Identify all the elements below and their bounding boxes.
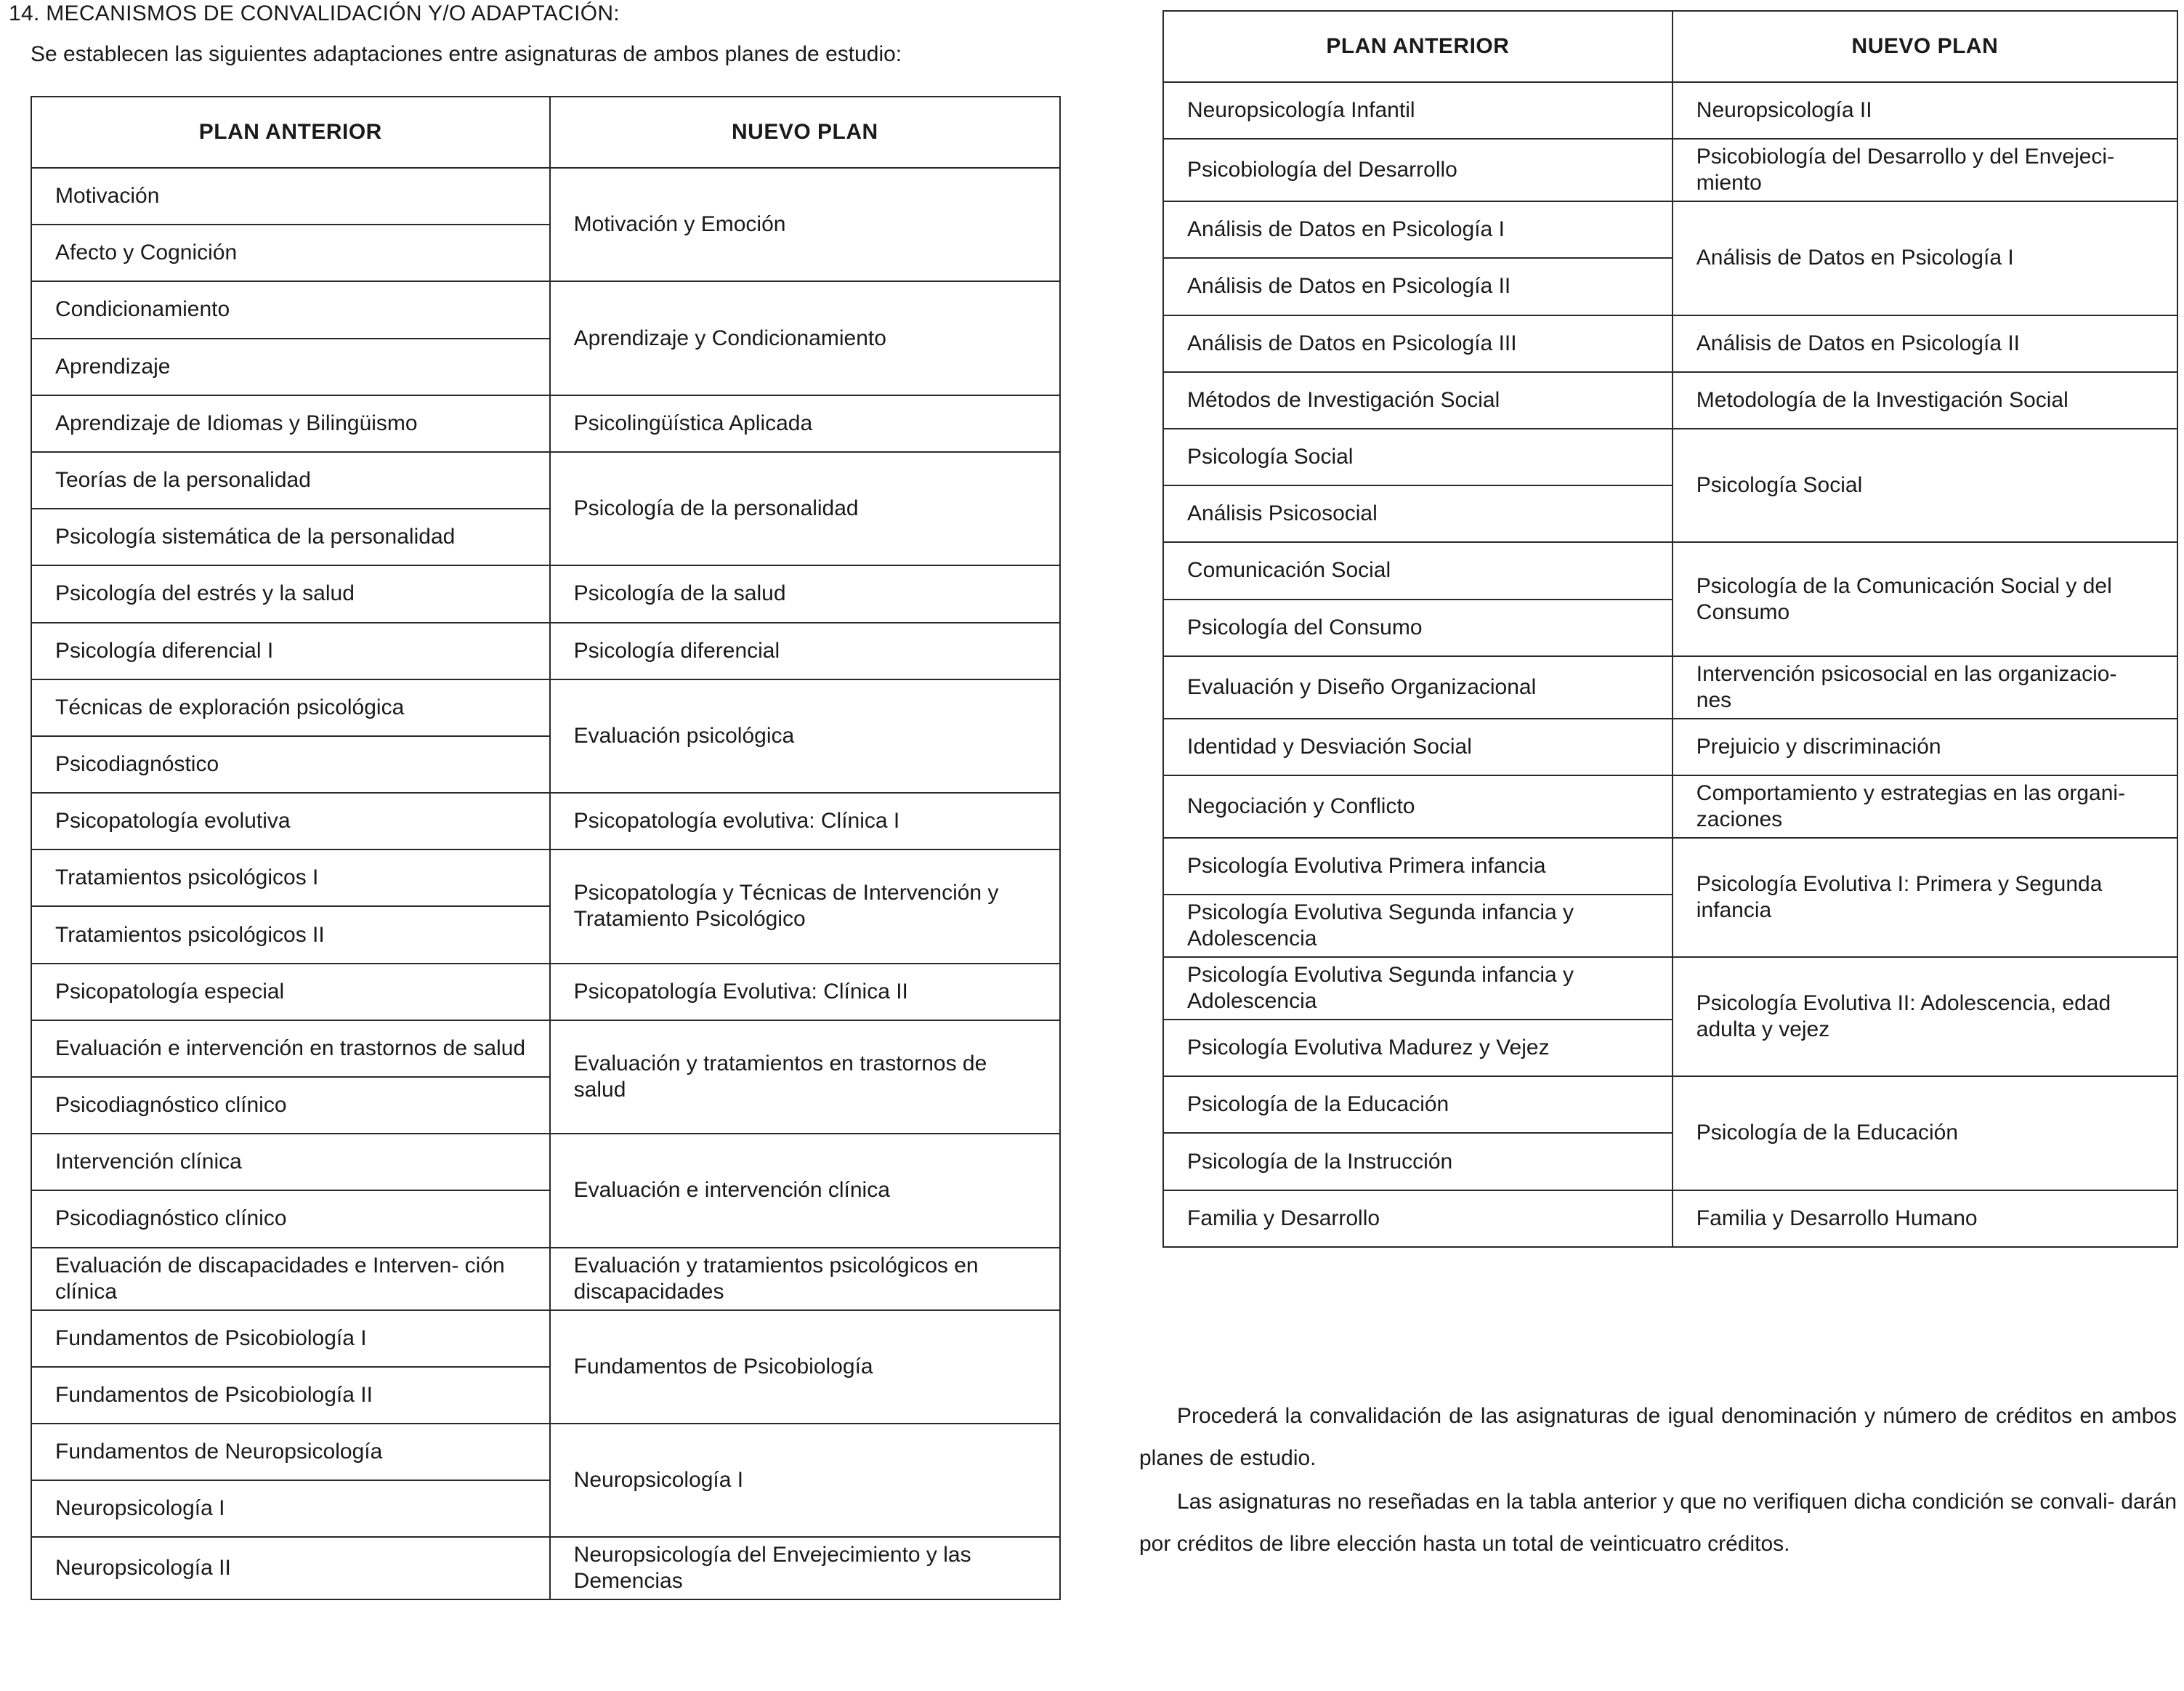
new-plan-subject: Psicología de la Educación [1673, 1076, 2177, 1190]
old-plan-subject: Motivación [31, 168, 550, 225]
old-plan-subject: Evaluación y Diseño Organizacional [1163, 656, 1673, 719]
table-row [1163, 719, 2177, 775]
table-row [31, 281, 1060, 338]
old-plan-subject: Psicopatología evolutiva [31, 793, 550, 849]
old-plan-subject: Fundamentos de Psicobiología II [31, 1367, 550, 1424]
table-row [31, 565, 1060, 622]
table-row [31, 168, 1060, 225]
old-plan-subject: Aprendizaje de Idiomas y Bilingüismo [31, 395, 550, 452]
table-row [31, 1134, 1060, 1190]
old-plan-subject: Comunicación Social [1163, 542, 1673, 599]
table-row [1163, 82, 2177, 139]
left-table-body [31, 168, 1060, 1599]
old-plan-subject: Análisis de Datos en Psicología I [1163, 201, 1673, 258]
new-plan-subject: Neuropsicología del Envejecimiento y las Demencias [550, 1537, 1060, 1599]
paragraph-convalidation: Procederá la convalidación de las asignaturas de igual denominación y número de créditos en ambos planes de estudio. [1139, 1404, 2177, 1470]
new-plan-subject: Evaluación y tratamientos en trastornos de salud [550, 1020, 1060, 1134]
old-plan-subject: Afecto y Cognición [31, 225, 550, 281]
new-plan-subject: Psicopatología y Técnicas de Intervención y Tratamiento Psicológico [550, 849, 1060, 963]
old-plan-subject: Familia y Desarrollo [1163, 1190, 1673, 1247]
table-row [1163, 429, 2177, 485]
old-plan-subject: Teorías de la personalidad [31, 452, 550, 509]
new-plan-subject: Análisis de Datos en Psicología I [1673, 201, 2177, 315]
table-row [31, 452, 1060, 509]
old-plan-subject: Psicología Social [1163, 429, 1673, 485]
new-plan-subject: Psicobiología del Desarrollo y del Envejeci- miento [1673, 139, 2177, 201]
old-plan-subject: Psicología del Consumo [1163, 600, 1673, 656]
new-plan-subject: Psicología diferencial [550, 623, 1060, 679]
table-row [1163, 838, 2177, 895]
old-plan-subject: Psicopatología especial [31, 964, 550, 1020]
table-row [31, 395, 1060, 452]
new-plan-subject: Psicopatología evolutiva: Clínica I [550, 793, 1060, 849]
old-plan-subject: Análisis de Datos en Psicología II [1163, 258, 1673, 315]
table-row [31, 849, 1060, 906]
new-plan-subject: Psicología de la salud [550, 565, 1060, 622]
table-row [1163, 542, 2177, 599]
table-row [1163, 656, 2177, 719]
new-plan-subject: Psicología Social [1673, 429, 2177, 542]
table-row [1163, 1190, 2177, 1247]
old-plan-subject: Psicología Evolutiva Segunda infancia y Adolescencia [1163, 957, 1673, 1020]
left-adaptation-table [31, 96, 1061, 1600]
old-plan-subject: Condicionamiento [31, 281, 550, 338]
section-heading: 14. MECANISMOS DE CONVALIDACIÓN Y/O ADAPTACIÓN: [9, 1, 620, 25]
new-plan-subject: Prejuicio y discriminación [1673, 719, 2177, 775]
new-plan-subject: Aprendizaje y Condicionamiento [550, 281, 1060, 395]
old-plan-subject: Fundamentos de Neuropsicología [31, 1424, 550, 1480]
table-row [31, 964, 1060, 1020]
new-plan-subject: Motivación y Emoción [550, 168, 1060, 281]
old-plan-subject: Aprendizaje [31, 339, 550, 395]
old-plan-subject: Psicología del estrés y la salud [31, 565, 550, 622]
old-plan-subject: Psicodiagnóstico clínico [31, 1077, 550, 1134]
header-old-plan: PLAN ANTERIOR [31, 97, 550, 168]
table-row [31, 1424, 1060, 1480]
old-plan-subject: Psicobiología del Desarrollo [1163, 139, 1673, 201]
old-plan-subject: Psicología de la Educación [1163, 1076, 1673, 1133]
old-plan-subject: Neuropsicología II [31, 1537, 550, 1599]
paragraph-free-credits: Las asignaturas no reseñadas en la tabla anterior y que no verifiquen dicha condición se convali- darán por créditos de libre elección hasta un total de veinticuatro créditos. [1139, 1490, 2177, 1556]
old-plan-subject: Psicología diferencial I [31, 623, 550, 679]
table-row [1163, 139, 2177, 201]
right-adaptation-table [1162, 10, 2178, 1248]
old-plan-subject: Psicodiagnóstico [31, 736, 550, 793]
table-header-row [31, 97, 1060, 168]
new-plan-subject: Psicología de la personalidad [550, 452, 1060, 565]
new-plan-subject: Neuropsicología I [550, 1424, 1060, 1537]
new-plan-subject: Análisis de Datos en Psicología II [1673, 315, 2177, 372]
new-plan-subject: Neuropsicología II [1673, 82, 2177, 139]
old-plan-subject: Intervención clínica [31, 1134, 550, 1190]
old-plan-subject: Psicología Evolutiva Madurez y Vejez [1163, 1020, 1673, 1076]
table-row [31, 1248, 1060, 1310]
old-plan-subject: Psicología Evolutiva Segunda infancia y Adolescencia [1163, 895, 1673, 957]
new-plan-subject: Evaluación e intervención clínica [550, 1134, 1060, 1247]
table-row [31, 1020, 1060, 1077]
header-new-plan: NUEVO PLAN [1673, 11, 2177, 82]
table-row [1163, 957, 2177, 1020]
old-plan-subject: Neuropsicología I [31, 1480, 550, 1537]
old-plan-subject: Fundamentos de Psicobiología I [31, 1310, 550, 1367]
old-plan-subject: Análisis de Datos en Psicología III [1163, 315, 1673, 372]
header-old-plan: PLAN ANTERIOR [1163, 11, 1673, 82]
new-plan-subject: Evaluación y tratamientos psicológicos en discapacidades [550, 1248, 1060, 1310]
new-plan-subject: Familia y Desarrollo Humano [1673, 1190, 2177, 1247]
old-plan-subject: Tratamientos psicológicos II [31, 906, 550, 963]
new-plan-subject: Comportamiento y estrategias en las organi- zaciones [1673, 775, 2177, 838]
old-plan-subject: Evaluación e intervención en trastornos de salud [31, 1020, 550, 1077]
table-row [1163, 201, 2177, 258]
header-new-plan: NUEVO PLAN [550, 97, 1060, 168]
table-row [31, 623, 1060, 679]
old-plan-subject: Negociación y Conflicto [1163, 775, 1673, 838]
table-row [31, 1537, 1060, 1599]
table-row [1163, 315, 2177, 372]
new-plan-subject: Psicología de la Comunicación Social y del Consumo [1673, 542, 2177, 655]
new-plan-subject: Fundamentos de Psicobiología [550, 1310, 1060, 1424]
table-header-row [1163, 11, 2177, 82]
table-row [1163, 1076, 2177, 1133]
old-plan-subject: Psicología Evolutiva Primera infancia [1163, 838, 1673, 895]
new-plan-subject: Psicología Evolutiva I: Primera y Segunda infancia [1673, 838, 2177, 957]
old-plan-subject: Tratamientos psicológicos I [31, 849, 550, 906]
old-plan-subject: Métodos de Investigación Social [1163, 372, 1673, 429]
old-plan-subject: Psicodiagnóstico clínico [31, 1190, 550, 1247]
table-row [1163, 372, 2177, 429]
new-plan-subject: Metodología de la Investigación Social [1673, 372, 2177, 429]
intro-text: Se establecen las siguientes adaptaciones entre asignaturas de ambos planes de estudio: [31, 42, 902, 66]
old-plan-subject: Neuropsicología Infantil [1163, 82, 1673, 139]
old-plan-subject: Análisis Psicosocial [1163, 485, 1673, 542]
new-plan-subject: Evaluación psicológica [550, 679, 1060, 793]
new-plan-subject: Intervención psicosocial en las organizacio- nes [1673, 656, 2177, 719]
new-plan-subject: Psicología Evolutiva II: Adolescencia, edad adulta y vejez [1673, 957, 2177, 1076]
old-plan-subject: Técnicas de exploración psicológica [31, 679, 550, 736]
old-plan-subject: Evaluación de discapacidades e Interven- ción clínica [31, 1248, 550, 1310]
new-plan-subject: Psicopatología Evolutiva: Clínica II [550, 964, 1060, 1020]
table-row [31, 793, 1060, 849]
table-row [31, 679, 1060, 736]
table-row [31, 1310, 1060, 1367]
table-row [1163, 775, 2177, 838]
old-plan-subject: Psicología de la Instrucción [1163, 1133, 1673, 1190]
new-plan-subject: Psicolingüística Aplicada [550, 395, 1060, 452]
old-plan-subject: Psicología sistemática de la personalidad [31, 509, 550, 565]
old-plan-subject: Identidad y Desviación Social [1163, 719, 1673, 775]
right-table-body [1163, 82, 2177, 1247]
